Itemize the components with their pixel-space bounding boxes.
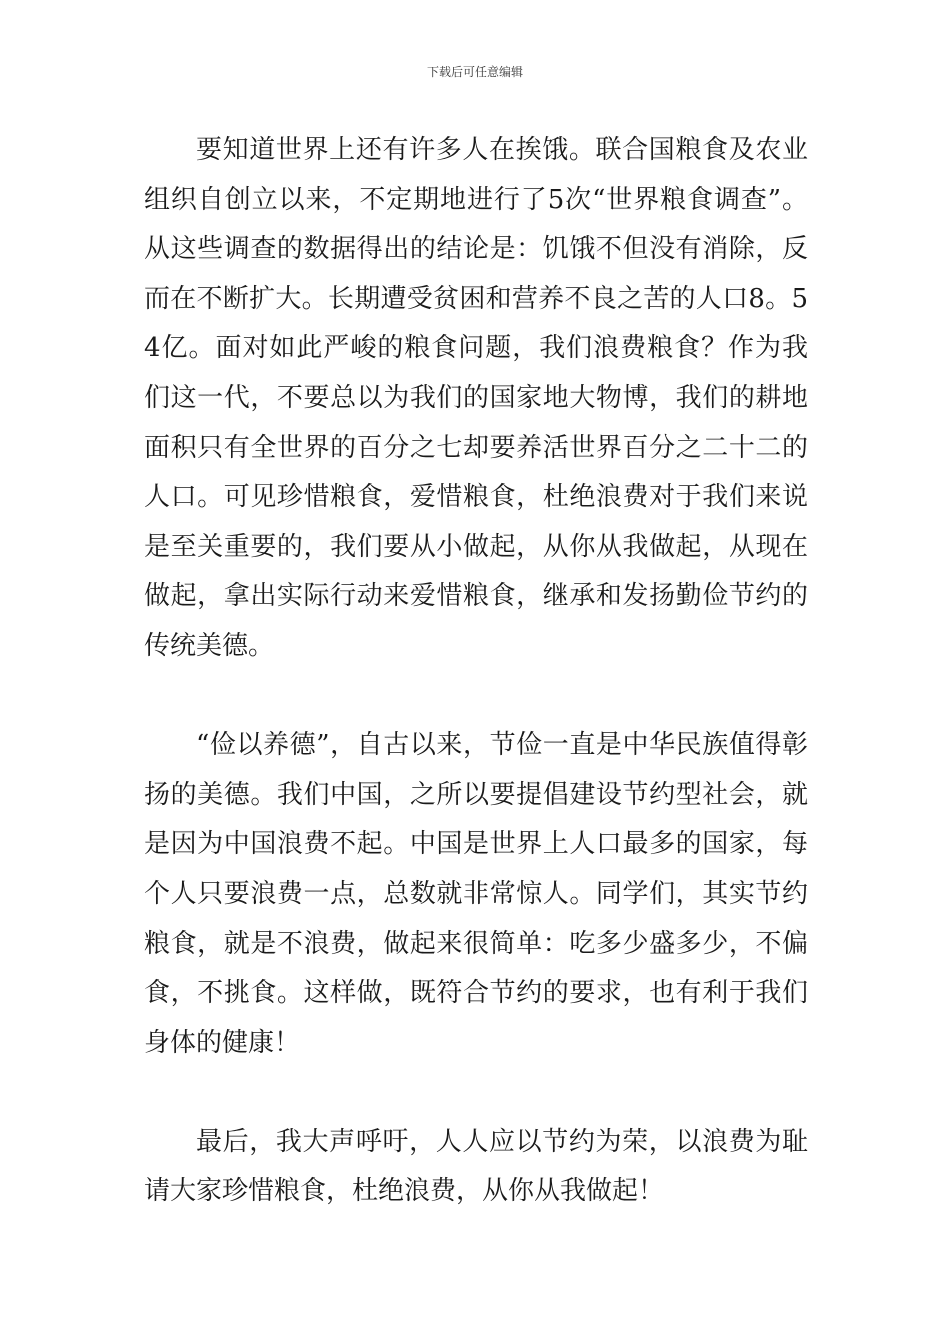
- document-body: [144, 126, 808, 1217]
- paragraph-3: 最后，我大声呼吁，人人应以节约为荣，以浪费为耻请大家珍惜粮食，杜绝浪费，从你从我做起！: [144, 1126, 808, 1207]
- page-header: 下载后可任意编辑: [426, 65, 523, 79]
- paragraph-2: “俭以养德”，自古以来，节俭一直是中华民族值得彰扬的美德。我们中国，之所以要提倡建设节约型社会，就是因为中国浪费不起。中国是世界上人口最多的国家，每个人只要浪费一点，总数就非常惊人。同学们，其实节约粮食，就是不浪费，做起来很简单：吃多少盛多少，不偏食，不挑食。这样做，既符合节约的要求，也有利于我们身体的健康！: [144, 730, 808, 1058]
- paragraph-1: 要知道世界上还有许多人在挨饿。联合国粮食及农业组织自创立以来，不定期地进行了5次“世界粮食调查”。从这些调查的数据得出的结论是：饥饿不但没有消除，反而在不断扩大。长期遭受贫困和营养不良之苦的人口8。54亿。面对如此严峻的粮食问题，我们浪费粮食？作为我们这一代，不要总以为我们的国家地大物博，我们的耕地面积只有全世界的百分之七却要养活世界百分之二十二的人口。可见珍惜粮食，爱惜粮食，杜绝浪费对于我们来说是至关重要的，我们要从小做起，从你从我做起，从现在做起，拿出实际行动来爱惜粮食，继承和发扬勤俭节约的传统美德。: [144, 135, 808, 661]
